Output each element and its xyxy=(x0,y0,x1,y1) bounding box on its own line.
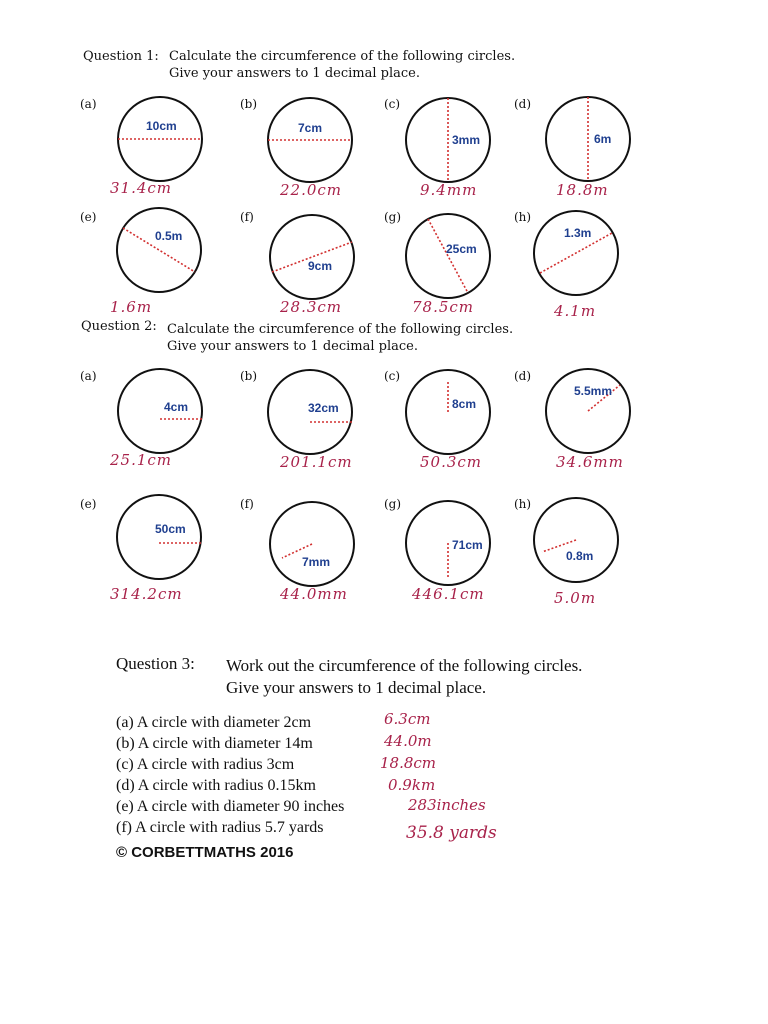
question-3-item-answer: 283inches xyxy=(408,796,486,814)
circle-outline xyxy=(270,215,354,299)
handwritten-answer: 4.1m xyxy=(554,302,597,320)
measurement-label: 50cm xyxy=(155,522,186,536)
q1-item-e xyxy=(80,210,210,320)
measurement-label: 25cm xyxy=(446,242,477,256)
measurement-label: 71cm xyxy=(452,538,483,552)
item-label: (e) xyxy=(80,210,97,224)
circle-diagram xyxy=(384,210,514,310)
measurement-line xyxy=(428,219,468,293)
circle-outline xyxy=(117,495,201,579)
question-3-item-label: (e) xyxy=(116,798,134,815)
circle-outline xyxy=(406,214,490,298)
copyright-footer: © CORBETTMATHS 2016 xyxy=(116,844,294,861)
handwritten-answer: 18.8m xyxy=(556,181,609,199)
question-3-item-text xyxy=(116,777,316,794)
handwritten-answer: 5.0m xyxy=(554,589,597,607)
item-label: (h) xyxy=(514,497,532,511)
question-3-item xyxy=(116,754,437,774)
q2-item-d xyxy=(514,369,644,479)
question-3-line-2: Give your answers to 1 decimal place. xyxy=(226,678,487,697)
question-3-item-label: (a) xyxy=(116,714,134,731)
question-3-item-answer: 35.8 yards xyxy=(406,823,497,843)
measurement-label: 6m xyxy=(594,132,612,146)
q2-item-a xyxy=(80,369,210,479)
q1-item-h xyxy=(514,210,644,320)
question-3-item xyxy=(116,732,432,753)
question-3-item-label: (c) xyxy=(116,756,134,773)
question-3-item-answer: 18.8cm xyxy=(380,754,437,772)
handwritten-answer: 31.4cm xyxy=(110,179,173,197)
question-3-item-answer: 6.3cm xyxy=(384,710,431,728)
item-label: (h) xyxy=(514,210,532,224)
circle-diagram xyxy=(240,497,370,597)
item-label: (c) xyxy=(384,97,401,111)
q2-item-e xyxy=(80,497,210,607)
question-3-item-text xyxy=(116,714,311,731)
handwritten-answer: 28.3cm xyxy=(280,298,343,316)
item-label: (g) xyxy=(384,497,402,511)
measurement-label: 10cm xyxy=(146,119,177,133)
question-2-number: Question 2: xyxy=(81,319,157,334)
question-3-item-text xyxy=(116,798,344,815)
question-2-line-1: Calculate the circumference of the following circles. xyxy=(167,322,514,337)
circle-diagram xyxy=(80,497,210,597)
item-label: (c) xyxy=(384,369,401,383)
q1-item-g xyxy=(384,210,514,320)
handwritten-answer: 446.1cm xyxy=(412,585,485,603)
q2-item-h xyxy=(514,497,644,607)
question-3-item-text xyxy=(116,756,294,773)
question-1-line-2: Give your answers to 1 decimal place. xyxy=(169,66,420,81)
question-3-item-label: (b) xyxy=(116,735,135,752)
circle-outline xyxy=(118,369,202,453)
q2-item-b xyxy=(240,369,370,479)
item-label: (d) xyxy=(514,369,532,383)
question-3-item-answer: 0.9km xyxy=(388,776,436,794)
circle-diagram xyxy=(240,210,370,310)
question-3-item-description: A circle with diameter 2cm xyxy=(136,714,312,731)
measurement-label: 8cm xyxy=(452,397,477,411)
handwritten-answer: 22.0cm xyxy=(280,181,343,199)
question-3-item-text xyxy=(116,819,324,836)
handwritten-answer: 1.6m xyxy=(110,298,153,316)
q1-item-c xyxy=(384,97,514,207)
handwritten-answer: 314.2cm xyxy=(110,585,183,603)
question-3-item-description: A circle with radius 5.7 yards xyxy=(135,819,324,836)
item-label: (d) xyxy=(514,97,532,111)
question-3-item-description: A circle with radius 3cm xyxy=(136,756,295,773)
handwritten-answer: 50.3cm xyxy=(420,453,483,471)
question-3-item-text xyxy=(116,735,313,752)
question-2-line-2: Give your answers to 1 decimal place. xyxy=(167,339,418,354)
measurement-label: 3mm xyxy=(452,133,481,147)
item-label: (a) xyxy=(80,97,97,111)
measurement-label: 7cm xyxy=(298,121,323,135)
handwritten-answer: 25.1cm xyxy=(110,451,173,469)
item-label: (b) xyxy=(240,369,258,383)
q2-item-c xyxy=(384,369,514,479)
question-1-number: Question 1: xyxy=(83,49,159,64)
q1-item-f xyxy=(240,210,370,320)
circle-diagram xyxy=(514,210,644,310)
item-label: (e) xyxy=(80,497,97,511)
question-3-item xyxy=(116,817,497,843)
circle-outline xyxy=(117,208,201,292)
measurement-label: 1.3m xyxy=(564,226,592,240)
question-3-item-answer: 44.0m xyxy=(384,732,432,750)
measurement-label: 0.5m xyxy=(155,229,183,243)
circle-diagram xyxy=(80,210,210,310)
question-3-item xyxy=(116,796,486,816)
q1-item-a xyxy=(80,97,210,207)
measurement-label: 0.8m xyxy=(566,549,594,563)
handwritten-answer: 34.6mm xyxy=(556,453,624,471)
handwritten-answer: 78.5cm xyxy=(412,298,475,316)
item-label: (b) xyxy=(240,97,258,111)
measurement-label: 32cm xyxy=(308,401,339,415)
circle-diagram xyxy=(514,497,644,597)
circle-diagram xyxy=(384,497,514,597)
measurement-label: 7mm xyxy=(302,555,331,569)
q2-item-g xyxy=(384,497,514,607)
question-1-line-1: Calculate the circumference of the following circles. xyxy=(169,49,516,64)
measurement-label: 5.5mm xyxy=(574,384,613,398)
question-3-line-1: Work out the circumference of the following circles. xyxy=(226,656,583,675)
question-3-item-description: A circle with diameter 90 inches xyxy=(136,798,345,815)
question-3-item xyxy=(116,775,436,795)
question-3-item-label: (d) xyxy=(116,777,135,794)
item-label: (f) xyxy=(240,497,254,511)
handwritten-answer: 44.0mm xyxy=(280,585,348,603)
item-label: (a) xyxy=(80,369,97,383)
question-3-number: Question 3: xyxy=(116,654,195,673)
question-3-item xyxy=(116,710,431,732)
question-3-item-description: A circle with radius 0.15km xyxy=(137,777,316,794)
handwritten-answer: 201.1cm xyxy=(280,453,353,471)
q1-item-b xyxy=(240,97,370,207)
q2-item-f xyxy=(240,497,370,607)
handwritten-answer: 9.4mm xyxy=(420,181,478,199)
question-3-item-label: (f) xyxy=(116,819,132,836)
question-3-item-description: A circle with diameter 14m xyxy=(137,735,313,752)
item-label: (g) xyxy=(384,210,402,224)
item-label: (f) xyxy=(240,210,254,224)
q1-item-d xyxy=(514,97,644,207)
measurement-label: 4cm xyxy=(164,400,189,414)
measurement-label: 9cm xyxy=(308,259,333,273)
